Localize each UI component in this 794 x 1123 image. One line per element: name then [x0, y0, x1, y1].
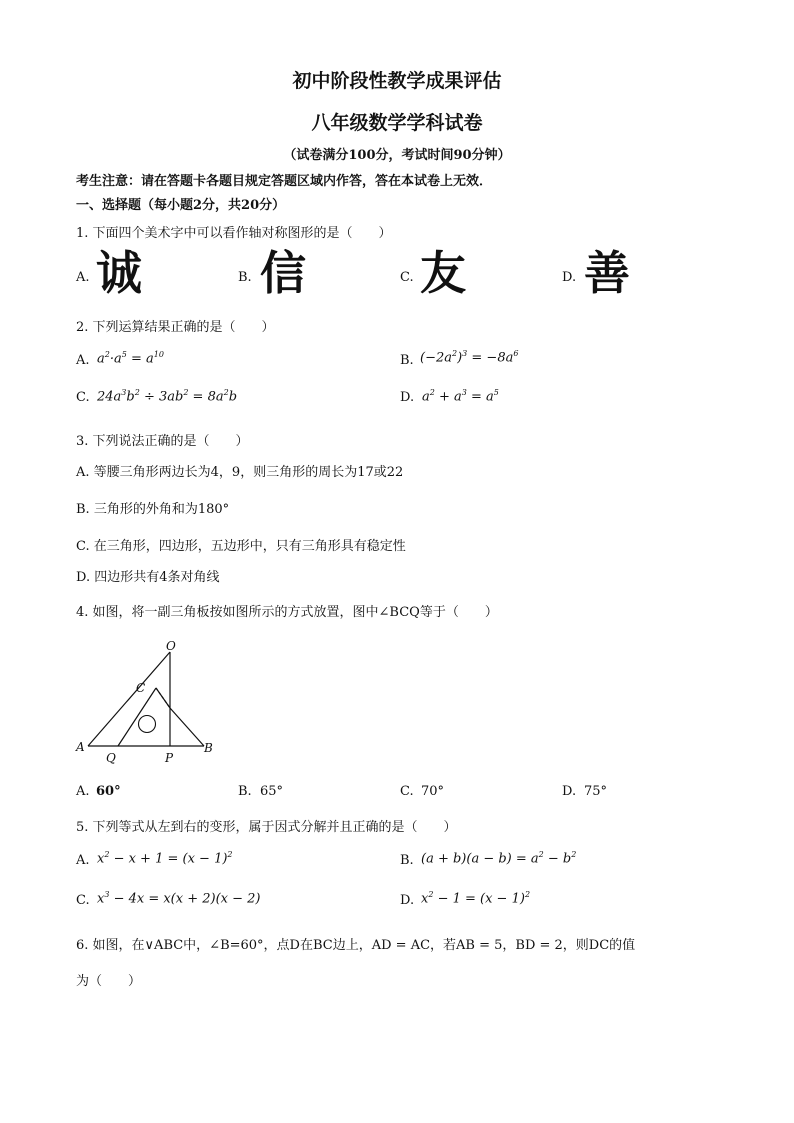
q5-option-c-formula: $x^3 - 4x = x(x + 2)(x - 2)$: [97, 890, 261, 907]
label-b: B: [204, 741, 213, 755]
q5-option-b-formula: $(a + b)(a - b) = a^2 - b^2$: [421, 850, 577, 867]
q4-option-c-label: C.: [400, 784, 414, 799]
question-6-line1: 6. 如图，在∨ABC中，∠B=60°，点D在BC边上，AD = AC，若AB = 5，BD = 2，则DC的值: [76, 938, 636, 953]
q1-option-b-label: B.: [238, 270, 252, 285]
question-4-stem: 4. 如图，将一副三角板按如图所示的方式放置，图中∠BCQ等于（ ）: [76, 605, 498, 620]
label-a: A: [76, 740, 85, 754]
q4-triangle-figure: [70, 636, 230, 768]
q5-option-d-label: D.: [400, 893, 415, 908]
q2-option-c-formula: $24a^3b^2 \div 3ab^2 = 8a^2b$: [97, 388, 238, 405]
q3-option-c: C. 在三角形，四边形，五边形中，只有三角形具有稳定性: [76, 539, 406, 554]
label-c: C: [136, 681, 146, 695]
segment-b-inner: [170, 708, 204, 746]
q1-option-b-char: 信: [260, 246, 306, 300]
label-o: O: [166, 639, 176, 653]
q1-option-d-char: 善: [584, 246, 630, 300]
q5-option-a-label: A.: [76, 853, 90, 868]
q1-option-a-label: A.: [76, 270, 90, 285]
exam-notice: 考生注意：请在答题卡各题目规定答题区域内作答，答在本试卷上无效．: [76, 174, 493, 189]
question-2-stem: 2. 下列运算结果正确的是（ ）: [76, 320, 275, 335]
q2-option-d-formula: $a^2 + a^3 = a^5$: [422, 388, 499, 405]
exam-info: （试卷满分100分，考试时间90分钟）: [283, 148, 511, 163]
q2-option-a-formula: $a^2\cdot a^5 = a^{10}$: [97, 350, 164, 367]
q5-option-b-label: B.: [400, 853, 414, 868]
q4-option-a-value: 60°: [96, 784, 121, 799]
q4-option-a-label: A.: [76, 784, 90, 799]
segment-qc: [118, 688, 156, 746]
q4-option-b-label: B.: [238, 784, 252, 799]
q2-option-b-label: B.: [400, 353, 414, 368]
q3-option-b: B. 三角形的外角和为180°: [76, 502, 230, 517]
label-p: P: [165, 751, 174, 765]
triangle-hole-circle: [139, 716, 156, 733]
q2-option-b-formula: $(-2a^2)^3 = -8a^6$: [420, 349, 519, 366]
q5-option-d-formula: $x^2 - 1 = (x - 1)^2$: [421, 890, 531, 907]
q3-option-d: D. 四边形共有4条对角线: [76, 570, 220, 585]
q4-option-c-value: 70°: [421, 784, 445, 799]
q5-option-c-label: C.: [76, 893, 90, 908]
q2-option-c-label: C.: [76, 390, 90, 405]
q4-option-b-value: 65°: [260, 784, 284, 799]
q3-option-a: A. 等腰三角形两边长为4，9，则三角形的周长为17或22: [76, 465, 404, 480]
q4-option-d-label: D.: [562, 784, 577, 799]
question-6-line2: 为（ ）: [76, 974, 142, 989]
section-heading: 一、选择题（每小题2分，共20分）: [76, 198, 286, 213]
q1-option-a-char: 诚: [96, 246, 142, 300]
q1-option-d-label: D.: [562, 270, 577, 285]
q2-option-d-label: D.: [400, 390, 415, 405]
question-1-stem: 1. 下面四个美术字中可以看作轴对称图形的是（ ）: [76, 226, 392, 241]
question-5-stem: 5. 下列等式从左到右的变形，属于因式分解并且正确的是（ ）: [76, 820, 457, 835]
exam-title: 初中阶段性教学成果评估: [292, 70, 502, 92]
q1-option-c-char: 友: [420, 246, 466, 300]
label-q: Q: [106, 751, 116, 765]
q4-option-d-value: 75°: [584, 784, 608, 799]
q1-option-c-label: C.: [400, 270, 414, 285]
q5-option-a-formula: $x^2 - x + 1 = (x - 1)^2$: [97, 850, 233, 867]
segment-ao: [88, 652, 170, 746]
q2-option-a-label: A.: [76, 353, 90, 368]
question-3-stem: 3. 下列说法正确的是（ ）: [76, 434, 249, 449]
exam-subtitle: 八年级数学学科试卷: [311, 112, 483, 134]
